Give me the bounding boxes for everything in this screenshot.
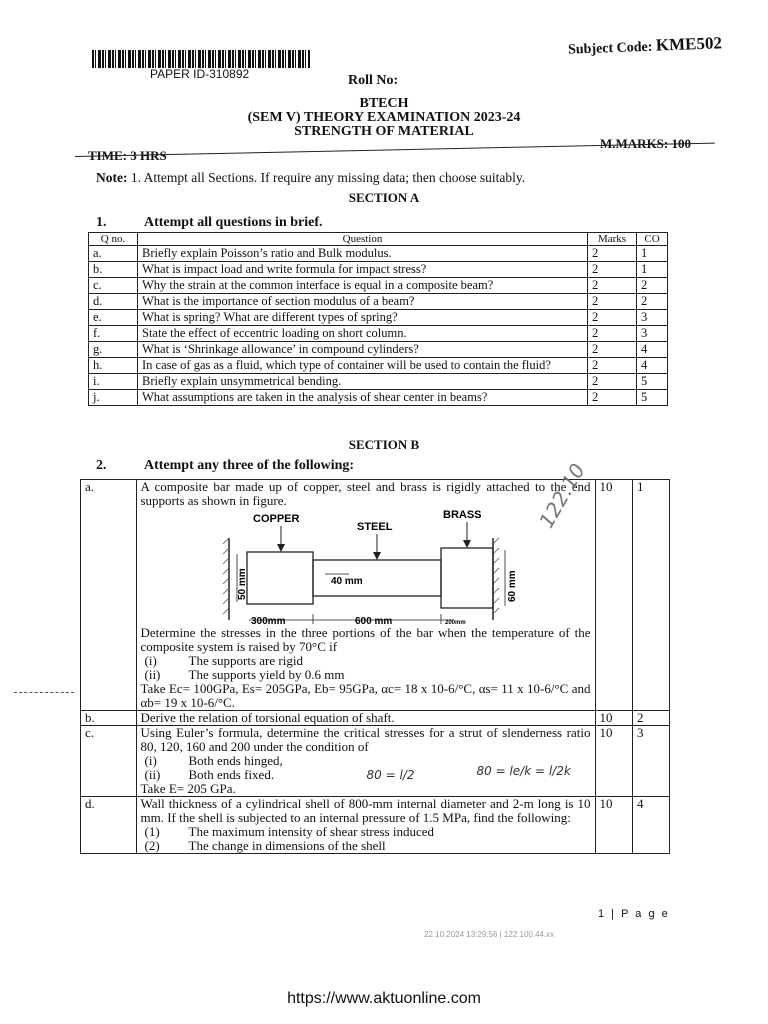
row-marks: 2 [588, 310, 637, 326]
table-row [89, 262, 668, 278]
section-a-table [88, 232, 668, 406]
q2a-sub1 [141, 654, 591, 668]
row-co: 1 [633, 480, 670, 711]
row-question: In case of gas as a fluid, which type of container will be used to contain the fluid? [138, 358, 588, 374]
row-qno: i. [89, 374, 138, 390]
row-co: 5 [637, 390, 668, 406]
row-marks: 10 [595, 711, 633, 726]
row-qno: a. [89, 246, 138, 262]
row-marks: 2 [588, 262, 637, 278]
question-1-heading [96, 215, 323, 231]
row-qno: h. [89, 358, 138, 374]
table-row [89, 326, 668, 342]
row-question: What assumptions are taken in the analysis of shear center in beams? [138, 390, 588, 406]
q2d-sub1-text: The maximum intensity of shear stress induced [188, 824, 435, 839]
row-qno: j. [89, 390, 138, 406]
q2a-sub2 [141, 668, 591, 682]
q2c-text: Using Euler’s formula, determine the critical stresses for a strut of slenderness ratio 80, 120, 160 and 200 under the condition of [140, 725, 591, 754]
subject-code: KME502 [655, 33, 723, 55]
row-co: 4 [637, 358, 668, 374]
label-right-dim: 60 mm [506, 570, 518, 602]
roll-no-label: Roll No: [348, 73, 399, 88]
section-b-title: SECTION B [348, 437, 420, 452]
handwritten-note-2: 80 = le/k = l/2k [476, 764, 571, 778]
row-qno: c. [89, 278, 138, 294]
program-title: BTECH [359, 96, 409, 111]
q2d-sub2 [141, 839, 591, 853]
row-co: 4 [633, 797, 670, 854]
row-question: What is the importance of section modulus of a beam? [138, 294, 588, 310]
table-row [81, 726, 670, 797]
row-question: State the effect of eccentric loading on short column. [138, 326, 588, 342]
table-row [81, 480, 670, 711]
table-row [81, 797, 670, 854]
row-qno: a. [81, 480, 137, 711]
label-copper: COPPER [252, 513, 299, 525]
subject-code-label: Subject Code: [567, 39, 653, 58]
q2a-body: Determine the stresses in the three portions of the bar when the temperature of the composite system is raised by 70°C if [140, 625, 591, 654]
row-co: 4 [637, 342, 668, 358]
table-row [89, 342, 668, 358]
label-left-dim: 50 mm [236, 568, 248, 600]
footer-url[interactable]: https://www.aktuonline.com [287, 990, 481, 1007]
q2c-sub1-text: Both ends hinged, [188, 753, 283, 768]
q2d-text: Wall thickness of a cylindrical shell of 800-mm internal diameter and 2-m long is 10 mm. If the shell is subjected to an internal pressure of 1.5 MPa, find the following: [140, 796, 591, 825]
max-marks-label: M.MARKS: 100 [600, 136, 691, 151]
table-row [89, 374, 668, 390]
table-row [89, 390, 668, 406]
row-marks: 2 [588, 374, 637, 390]
question-2-number: 2. [96, 458, 107, 473]
row-question [136, 480, 595, 711]
margin-dash [14, 692, 74, 693]
row-marks: 10 [595, 726, 633, 797]
row-co: 2 [633, 711, 670, 726]
row-marks: 2 [588, 326, 637, 342]
q2d-sub2-num: (2) [144, 838, 160, 853]
table-row [89, 294, 668, 310]
row-question: What is spring? What are different types of spring? [138, 310, 588, 326]
label-len1: 300mm [250, 616, 285, 626]
row-marks: 2 [588, 246, 637, 262]
row-co: 3 [637, 326, 668, 342]
question-2-instruction: Attempt any three of the following: [144, 458, 355, 473]
row-co: 3 [637, 310, 668, 326]
barcode [92, 50, 310, 68]
row-marks: 10 [595, 480, 633, 711]
q2c-sub2-text: Both ends fixed. [188, 767, 275, 782]
row-marks: 2 [588, 294, 637, 310]
question-1-instruction: Attempt all questions in brief. [144, 215, 323, 230]
table-row [89, 246, 668, 262]
label-brass: BRASS [442, 509, 482, 521]
row-co: 3 [633, 726, 670, 797]
section-b-table [80, 479, 670, 854]
q2c-take: Take E= 205 GPa. [140, 781, 236, 796]
q2a-sub2-text: The supports yield by 0.6 mm [188, 667, 345, 682]
composite-bar-svg [141, 508, 591, 626]
q2a-intro: A composite bar made up of copper, steel and brass is rigidly attached to the end supports as shown in figure. [140, 479, 591, 508]
note-label: Note: [96, 170, 128, 185]
q2a-sub2-num: (ii) [144, 667, 161, 682]
header-question: Question [138, 233, 588, 246]
q2a-sub1-num: (i) [144, 653, 157, 668]
row-marks: 2 [588, 390, 637, 406]
section-a-title: SECTION A [348, 190, 420, 205]
row-question: Briefly explain unsymmetrical bending. [138, 374, 588, 390]
q2c-sub2-num: (ii) [144, 767, 161, 782]
row-marks: 2 [588, 358, 637, 374]
row-co: 2 [637, 294, 668, 310]
row-qno: b. [81, 711, 137, 726]
table-row [89, 358, 668, 374]
row-marks: 2 [588, 342, 637, 358]
header-co: CO [637, 233, 668, 246]
row-co: 5 [637, 374, 668, 390]
row-marks: 2 [588, 278, 637, 294]
row-qno: d. [89, 294, 138, 310]
row-qno: f. [89, 326, 138, 342]
q2c-sub1-num: (i) [144, 753, 157, 768]
row-question: Derive the relation of torsional equation of shaft. [136, 711, 595, 726]
row-qno: b. [89, 262, 138, 278]
q2a-take: Take Ec= 100GPa, Es= 205GPa, Eb= 95GPa, αc= 18 x 10-6/°C, αs= 11 x 10-6/°C and αb= 19 x 10-6/°C. [140, 681, 591, 710]
question-2-heading [96, 458, 355, 474]
row-marks: 10 [595, 797, 633, 854]
note-text: 1. Attempt all Sections. If require any missing data; then choose suitably. [127, 170, 526, 185]
composite-bar-figure [141, 508, 591, 626]
q2d-sub1 [141, 825, 591, 839]
page-number: 1 | P a g e [598, 908, 670, 920]
subject-title: STRENGTH OF MATERIAL [294, 124, 474, 139]
q2d-sub1-num: (1) [144, 824, 160, 839]
footer-meta: 22.10.2024 13:29:56 | 122.100.44.xx [424, 930, 555, 939]
table-row [81, 711, 670, 726]
header-marks: Marks [588, 233, 637, 246]
row-co: 2 [637, 278, 668, 294]
label-len3: 200mm [444, 620, 466, 626]
table-header-row [89, 233, 668, 246]
table-row [89, 310, 668, 326]
subject-code-line [568, 33, 723, 58]
row-qno: d. [81, 797, 137, 854]
row-question: Briefly explain Poisson’s ratio and Bulk modulus. [138, 246, 588, 262]
question-1-number: 1. [96, 215, 107, 230]
paper-id: PAPER ID-310892 [150, 67, 250, 81]
row-qno: g. [89, 342, 138, 358]
header-qno: Q no. [89, 233, 138, 246]
row-question [136, 797, 595, 854]
label-len2: 600 mm [354, 616, 392, 626]
note [96, 170, 525, 186]
row-question: What is impact load and write formula for impact stress? [138, 262, 588, 278]
handwritten-margin-note: 122.10 [534, 459, 590, 532]
row-co: 1 [637, 262, 668, 278]
exam-title: (SEM V) THEORY EXAMINATION 2023-24 [247, 110, 521, 125]
row-qno: e. [89, 310, 138, 326]
row-question [136, 726, 595, 797]
label-steel: STEEL [356, 521, 392, 533]
time-label: TIME: 3 HRS [88, 148, 167, 163]
label-mid-dim: 40 mm [330, 576, 363, 587]
row-qno: c. [81, 726, 137, 797]
row-question: Why the strain at the common interface is equal in a composite beam? [138, 278, 588, 294]
q2a-sub1-text: The supports are rigid [188, 653, 303, 668]
handwritten-note-1: 80 = l/2 [366, 768, 415, 782]
q2d-sub2-text: The change in dimensions of the shell [188, 838, 386, 853]
table-row [89, 278, 668, 294]
row-co: 1 [637, 246, 668, 262]
row-question: What is ‘Shrinkage allowance’ in compound cylinders? [138, 342, 588, 358]
